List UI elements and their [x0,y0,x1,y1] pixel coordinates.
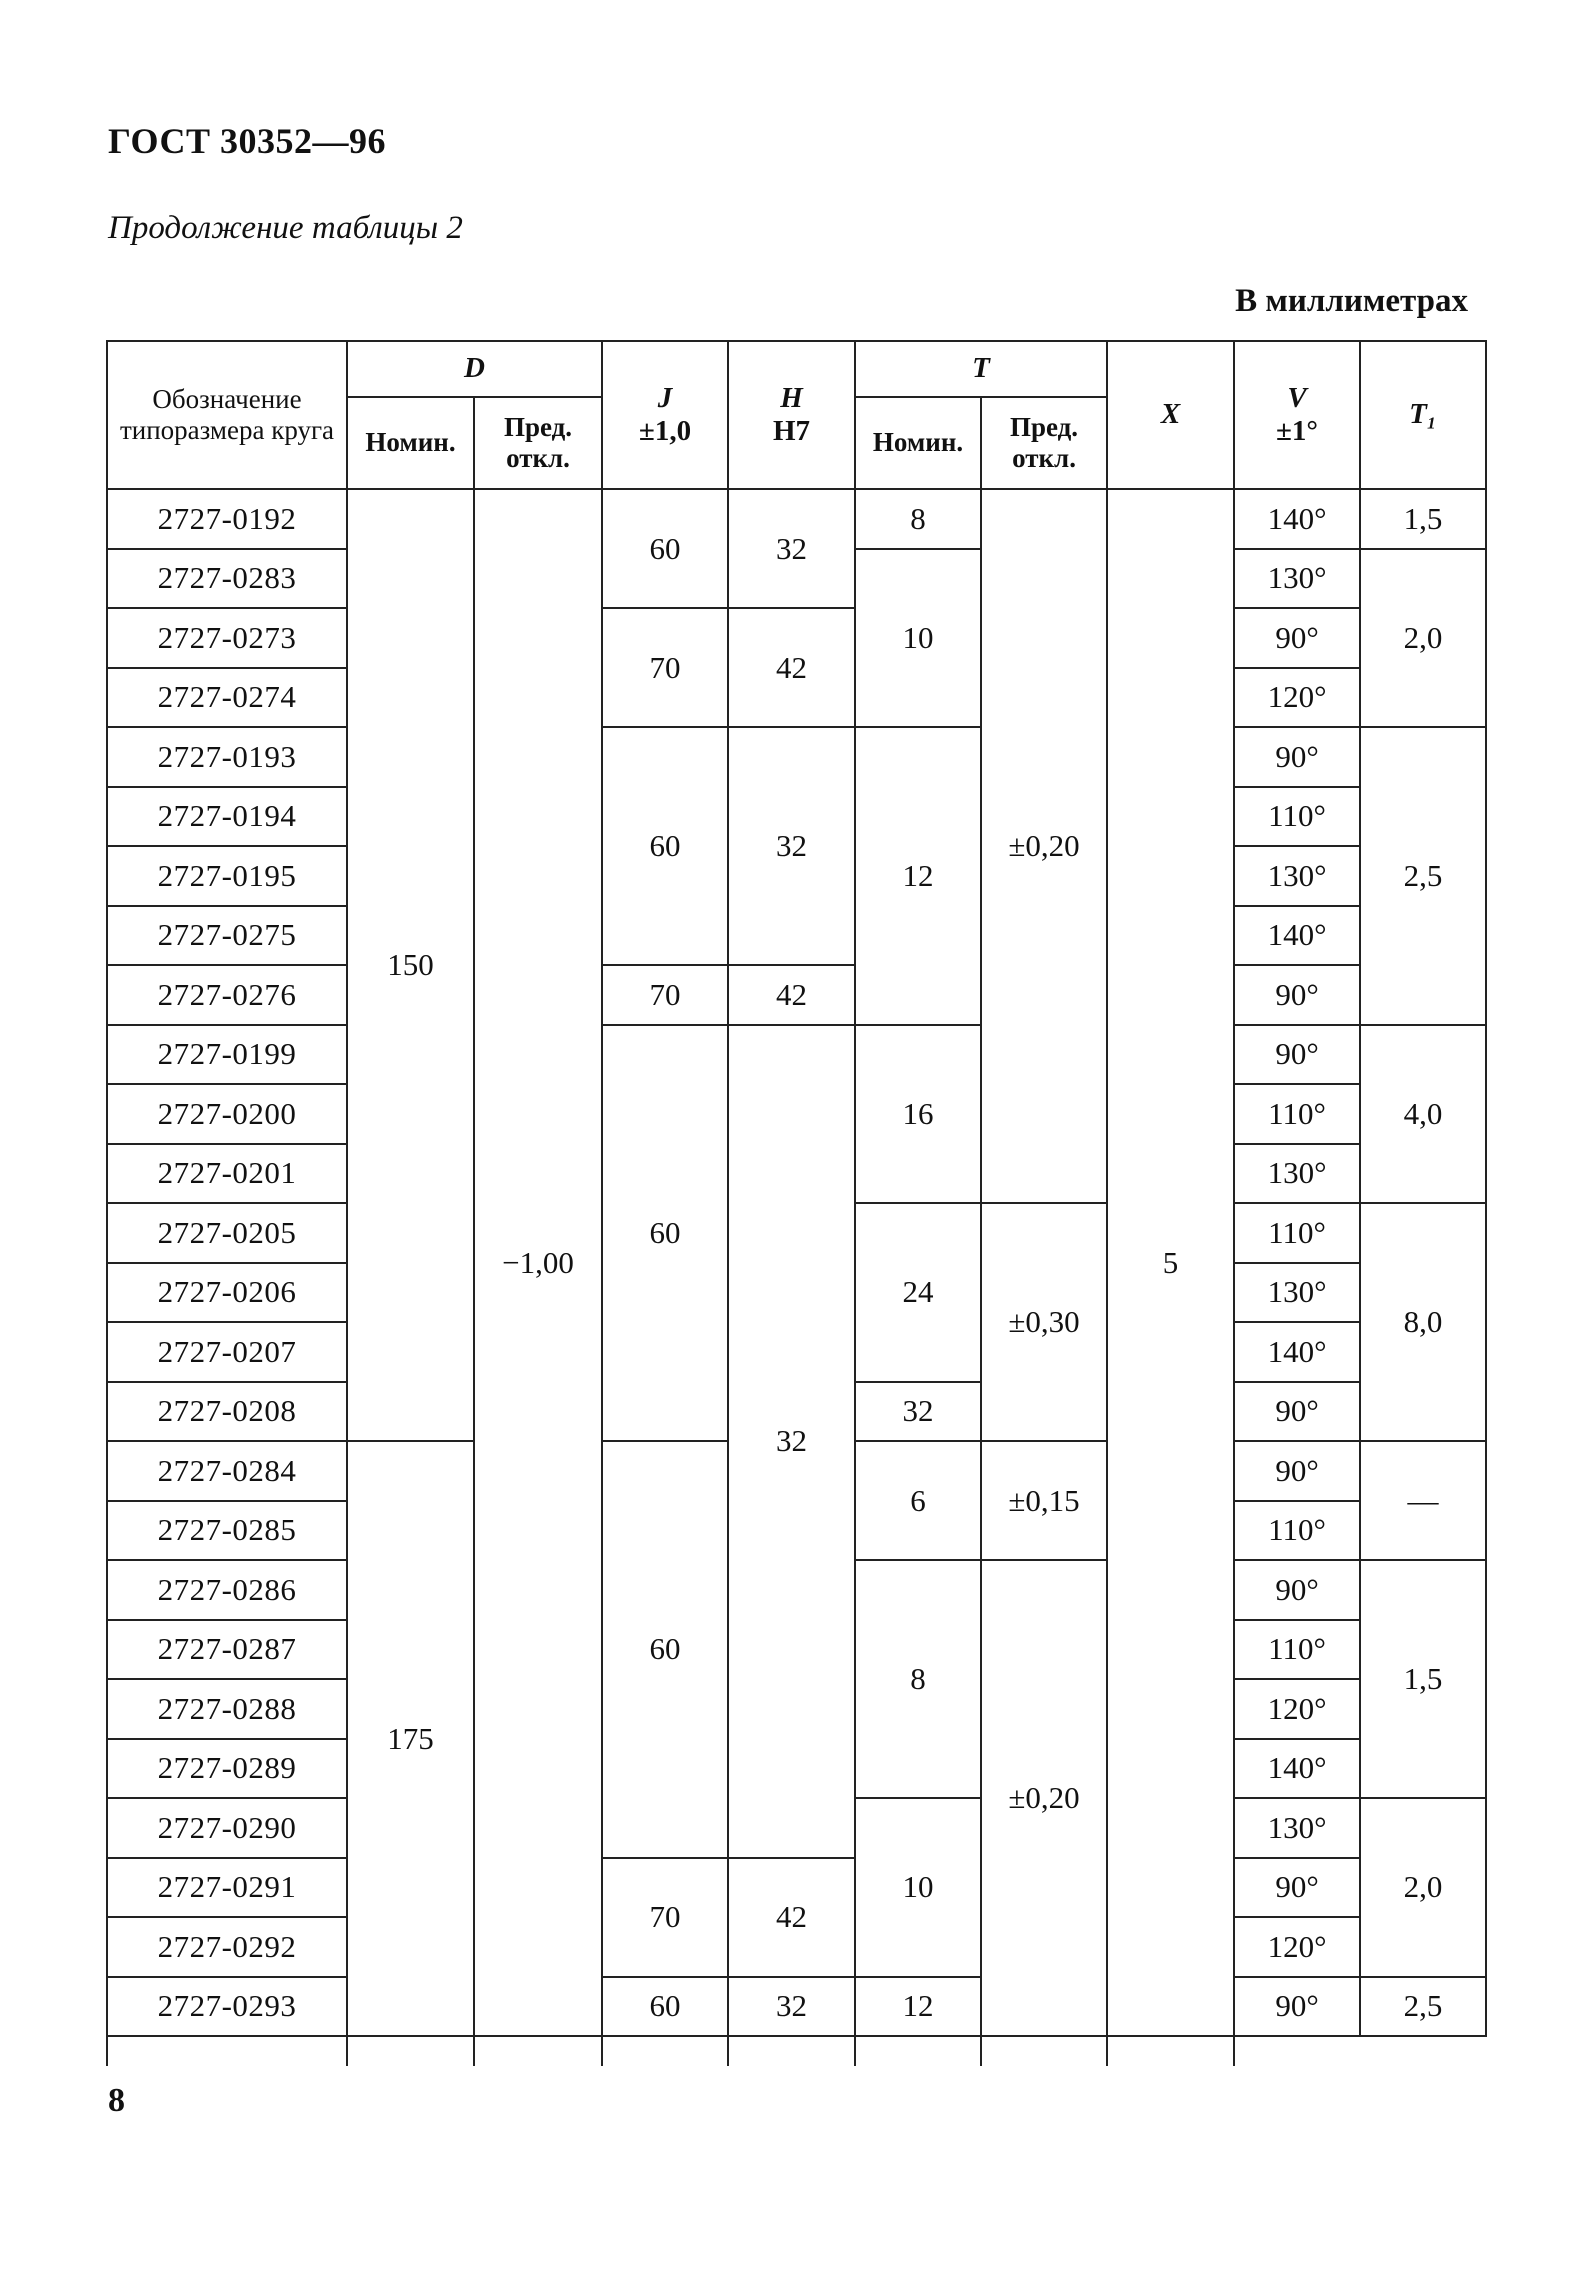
t1-cell: 2,0 [1360,549,1486,728]
v-cell: 130° [1234,846,1360,906]
h-cell: 42 [728,1858,855,1977]
v-cell: 120° [1234,668,1360,728]
header-designation: Обозначение типоразмера круга [107,341,347,489]
v-cell: 90° [1234,1382,1360,1442]
table-continuation-caption: Продолжение таблицы 2 [108,210,463,246]
t1-cell: 4,0 [1360,1025,1486,1204]
header-V-tolerance: ±1° [1276,415,1319,447]
t-deviation-cell: ±0,20 [981,1560,1107,2036]
d-nominal-cell: 150 [347,489,474,1441]
t1-cell: 1,5 [1360,489,1486,549]
designation-cell: 2727-0286 [107,1560,347,1620]
t-nominal-cell: 6 [855,1441,981,1560]
v-cell: 140° [1234,489,1360,549]
header-V [1234,341,1360,489]
t-nominal-cell: 10 [855,1798,981,1977]
v-cell: 140° [1234,1322,1360,1382]
h-cell: 32 [728,1025,855,1858]
designation-cell: 2727-0195 [107,846,347,906]
designation-cell: 2727-0288 [107,1679,347,1739]
header-J [602,341,728,489]
h-cell: 32 [728,489,855,608]
j-cell: 60 [602,1025,728,1442]
v-cell: 90° [1234,1560,1360,1620]
t-nominal-cell: 8 [855,1560,981,1798]
t1-cell: 2,5 [1360,727,1486,1025]
designation-cell: 2727-0273 [107,608,347,668]
header-X: X [1107,341,1234,489]
j-cell: 70 [602,1858,728,1977]
header-T-deviation: Пред. откл. [981,397,1107,489]
designation-cell: 2727-0276 [107,965,347,1025]
designation-cell: 2727-0199 [107,1025,347,1085]
header-D-deviation: Пред. откл. [474,397,602,489]
v-cell: 120° [1234,1679,1360,1739]
d-deviation-cell: −1,00 [474,489,602,2036]
v-cell: 90° [1234,727,1360,787]
v-cell: 130° [1234,1144,1360,1204]
j-cell: 60 [602,1441,728,1858]
j-cell: 70 [602,608,728,727]
h-cell: 32 [728,1977,855,2037]
v-cell: 90° [1234,1025,1360,1085]
table-row [107,965,1486,1025]
designation-cell: 2727-0289 [107,1739,347,1799]
designation-cell: 2727-0200 [107,1084,347,1144]
header-H-symbol: H [780,381,803,414]
designation-cell: 2727-0201 [107,1144,347,1204]
h-cell: 42 [728,608,855,727]
x-cell: 5 [1107,489,1234,2036]
designation-cell: 2727-0194 [107,787,347,847]
header-T1: T₁ [1360,341,1486,489]
v-cell: 110° [1234,1501,1360,1561]
t-deviation-cell: ±0,30 [981,1203,1107,1441]
t-nominal-cell: 32 [855,1382,981,1442]
j-cell: 60 [602,489,728,608]
table-row [107,489,1486,549]
j-cell: 60 [602,727,728,965]
designation-cell: 2727-0285 [107,1501,347,1561]
v-cell: 130° [1234,549,1360,609]
j-cell: 60 [602,1977,728,2037]
t-deviation-cell: ±0,20 [981,489,1107,1203]
header-T: T [855,341,1107,397]
designation-cell: 2727-0207 [107,1322,347,1382]
t-nominal-cell: 16 [855,1025,981,1204]
v-cell: 90° [1234,1858,1360,1918]
designation-cell: 2727-0275 [107,906,347,966]
header-J-symbol: J [657,381,673,414]
designation-cell: 2727-0193 [107,727,347,787]
t1-cell: 8,0 [1360,1203,1486,1441]
v-cell: 90° [1234,1441,1360,1501]
t1-cell: 2,5 [1360,1977,1486,2037]
v-cell: 90° [1234,608,1360,668]
table-row [107,608,1486,668]
units-note: В миллиметрах [1235,283,1468,319]
designation-cell: 2727-0287 [107,1620,347,1680]
v-cell: 90° [1234,1977,1360,2037]
v-cell: 90° [1234,965,1360,1025]
t1-cell: 1,5 [1360,1560,1486,1798]
d-nominal-cell: 175 [347,1441,474,2036]
designation-cell: 2727-0192 [107,489,347,549]
table-row [107,1858,1486,1918]
t-deviation-cell: ±0,15 [981,1441,1107,1560]
t-nominal-cell: 8 [855,489,981,549]
designation-cell: 2727-0208 [107,1382,347,1442]
designation-cell: 2727-0293 [107,1977,347,2037]
t1-cell: — [1360,1441,1486,1560]
v-cell: 110° [1234,1203,1360,1263]
header-H-fit: H7 [772,415,811,447]
header-T-nominal: Номин. [855,397,981,489]
v-cell: 110° [1234,787,1360,847]
t-nominal-cell: 10 [855,549,981,728]
header-D: D [347,341,602,397]
designation-cell: 2727-0206 [107,1263,347,1323]
document-title: ГОСТ 30352—96 [108,121,386,161]
header-V-symbol: V [1287,381,1307,414]
v-cell: 110° [1234,1620,1360,1680]
dimensions-table [106,340,1487,2066]
table-row [107,1977,1486,2037]
t-nominal-cell: 12 [855,727,981,1025]
t-nominal-cell: 24 [855,1203,981,1382]
table-row [107,727,1486,787]
designation-cell: 2727-0284 [107,1441,347,1501]
designation-cell: 2727-0292 [107,1917,347,1977]
v-cell: 110° [1234,1084,1360,1144]
h-cell: 42 [728,965,855,1025]
designation-cell: 2727-0274 [107,668,347,728]
designation-cell: 2727-0291 [107,1858,347,1918]
h-cell: 32 [728,727,855,965]
header-H [728,341,855,489]
designation-cell: 2727-0205 [107,1203,347,1263]
t-nominal-cell: 12 [855,1977,981,2037]
page-number: 8 [108,2082,125,2119]
designation-cell: 2727-0283 [107,549,347,609]
v-cell: 140° [1234,906,1360,966]
designation-cell: 2727-0290 [107,1798,347,1858]
v-cell: 140° [1234,1739,1360,1799]
t1-cell: 2,0 [1360,1798,1486,1977]
header-J-tolerance: ±1,0 [638,415,692,447]
v-cell: 130° [1234,1263,1360,1323]
table-row [107,1025,1486,1085]
v-cell: 130° [1234,1798,1360,1858]
header-D-nominal: Номин. [347,397,474,489]
j-cell: 70 [602,965,728,1025]
table-continuation-tail [107,2036,1486,2066]
v-cell: 120° [1234,1917,1360,1977]
